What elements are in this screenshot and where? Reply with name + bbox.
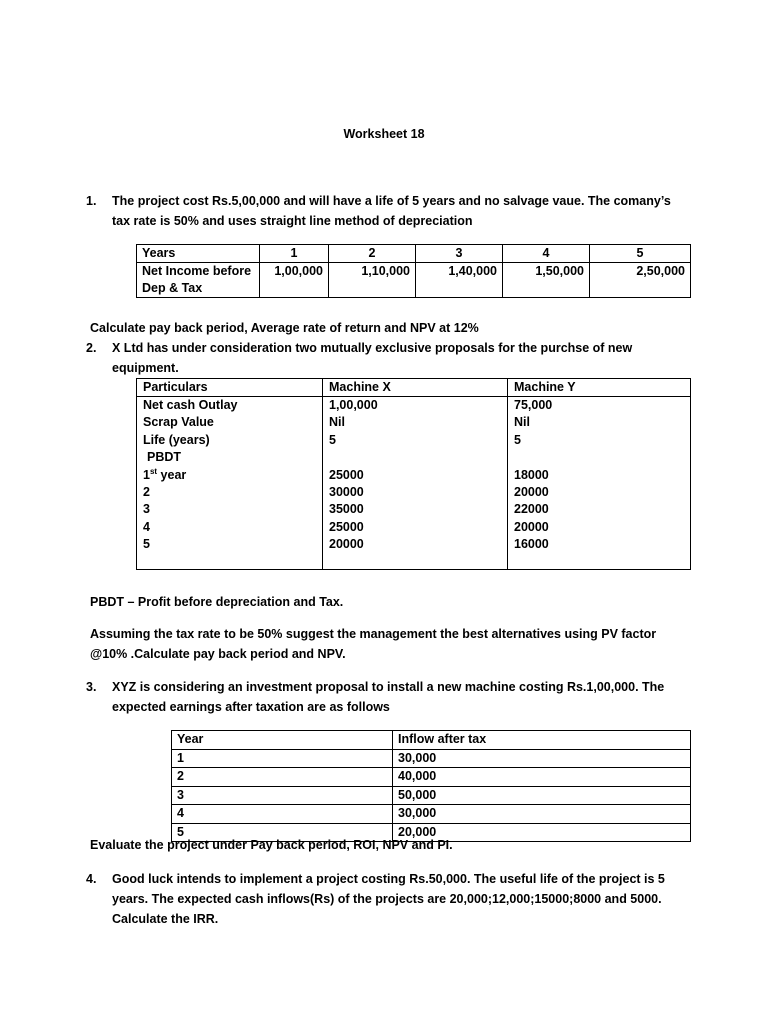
machine-y-value: 20000 [514, 519, 549, 534]
header-year: Year [172, 731, 393, 750]
pbdt-note: PBDT – Profit before depreciation and Tax. [90, 595, 344, 609]
header-particulars: Particulars [137, 379, 323, 397]
year-cell: 4 [503, 245, 590, 263]
machine-y-value: 20000 [514, 484, 549, 499]
year-cell: 5 [590, 245, 691, 263]
inflow-cell: 20,000 [393, 823, 691, 842]
question-3 [86, 677, 687, 717]
particulars-column [137, 397, 323, 570]
particular-item: 3 [143, 502, 150, 517]
year-cell: 1 [260, 245, 329, 263]
question-3-task: Evaluate the project under Pay back period, ROI, NPV and PI. [90, 838, 453, 852]
table-row [172, 768, 691, 787]
machine-y-value: 22000 [514, 502, 549, 517]
particular-item: Net cash Outlay [143, 398, 238, 412]
machine-y-value: 5 [514, 432, 521, 447]
particular-item: 2 [143, 484, 150, 499]
row-header-income: Net Income before Dep & Tax [137, 263, 260, 298]
table-row [137, 263, 691, 298]
particular-item: PBDT [147, 450, 182, 465]
machine-x-value: 20000 [329, 537, 364, 552]
inflow-cell: 30,000 [393, 749, 691, 768]
question-4 [86, 869, 672, 929]
machine-x-column [323, 397, 508, 570]
machine-x-value: 1,00,000 [329, 398, 378, 412]
machine-x-value: 35000 [329, 502, 364, 517]
question-2 [86, 338, 687, 378]
question-1-task: Calculate pay back period, Average rate of return and NPV at 12% [90, 321, 479, 335]
year-cell: 3 [416, 245, 503, 263]
machine-y-column [508, 397, 691, 570]
project-income-table [136, 244, 691, 298]
machine-x-value: 5 [329, 432, 336, 447]
year-cell: 4 [172, 805, 393, 824]
year-cell: 3 [172, 786, 393, 805]
table-row [172, 749, 691, 768]
question-3-text: XYZ is considering an investment proposal to install a new machine costing Rs.1,00,000. The expected earnings after taxation are as follows [112, 680, 665, 714]
header-machine-y: Machine Y [508, 379, 691, 397]
particular-item: Scrap Value [143, 415, 214, 430]
machine-y-value: 75,000 [514, 398, 553, 412]
year-word: year [157, 467, 187, 482]
table-row [137, 245, 691, 263]
year-cell: 2 [329, 245, 416, 263]
table-row [172, 786, 691, 805]
question-4-text: Good luck intends to implement a project costing Rs.50,000. The useful life of the project is 5 years. The expected cash inflows(Rs) of the projects are 20,000;12,000;15000;8000 and 5000. Calculate the IRR. [112, 872, 665, 926]
machine-x-value: 30000 [329, 484, 364, 499]
question-1 [86, 191, 687, 231]
particular-item: 5 [143, 537, 150, 552]
question-2-text: X Ltd has under consideration two mutually exclusive proposals for the purchse of new equipment. [112, 341, 633, 375]
machine-x-value: Nil [329, 415, 345, 430]
machine-y-value [514, 449, 684, 466]
header-inflow: Inflow after tax [393, 731, 691, 750]
page-title: Worksheet 18 [343, 127, 425, 141]
particular-item-first-year [143, 467, 316, 484]
income-cell: 1,40,000 [416, 263, 503, 298]
particular-item: 1 [143, 467, 150, 482]
ordinal-suffix: st [149, 466, 158, 476]
question-4-number: 4. [86, 872, 97, 886]
header-machine-x: Machine X [323, 379, 508, 397]
question-1-number: 1. [86, 194, 97, 208]
income-cell: 1,50,000 [503, 263, 590, 298]
inflow-cell: 40,000 [393, 768, 691, 787]
year-cell: 2 [172, 768, 393, 787]
table-row [172, 805, 691, 824]
year-cell: 5 [172, 823, 393, 842]
inflow-table [171, 730, 691, 842]
machine-x-value: 25000 [329, 519, 364, 534]
machine-x-value: 25000 [329, 467, 364, 482]
machine-y-value: 18000 [514, 467, 549, 482]
machine-x-value [329, 449, 501, 466]
question-3-number: 3. [86, 680, 97, 694]
year-cell: 1 [172, 749, 393, 768]
machine-y-value: 16000 [514, 537, 549, 552]
inflow-cell: 50,000 [393, 786, 691, 805]
income-cell: 2,50,000 [590, 263, 691, 298]
table-row [137, 379, 691, 397]
machine-comparison-table [136, 378, 691, 570]
question-2-number: 2. [86, 341, 97, 355]
table-row [172, 731, 691, 750]
income-cell: 1,10,000 [329, 263, 416, 298]
row-header-years: Years [137, 245, 260, 263]
inflow-cell: 30,000 [393, 805, 691, 824]
income-cell: 1,00,000 [260, 263, 329, 298]
question-2-task: Assuming the tax rate to be 50% suggest the management the best alternatives using PV factor @10% .Calculate pay back period and NPV. [90, 627, 657, 661]
table-row [137, 397, 691, 570]
particular-item: Life (years) [143, 432, 210, 447]
particular-item: 4 [143, 519, 150, 534]
machine-y-value: Nil [514, 415, 530, 430]
question-1-text: The project cost Rs.5,00,000 and will have a life of 5 years and no salvage vaue. The comany’s tax rate is 50% and uses straight line method of depreciation [112, 194, 671, 228]
